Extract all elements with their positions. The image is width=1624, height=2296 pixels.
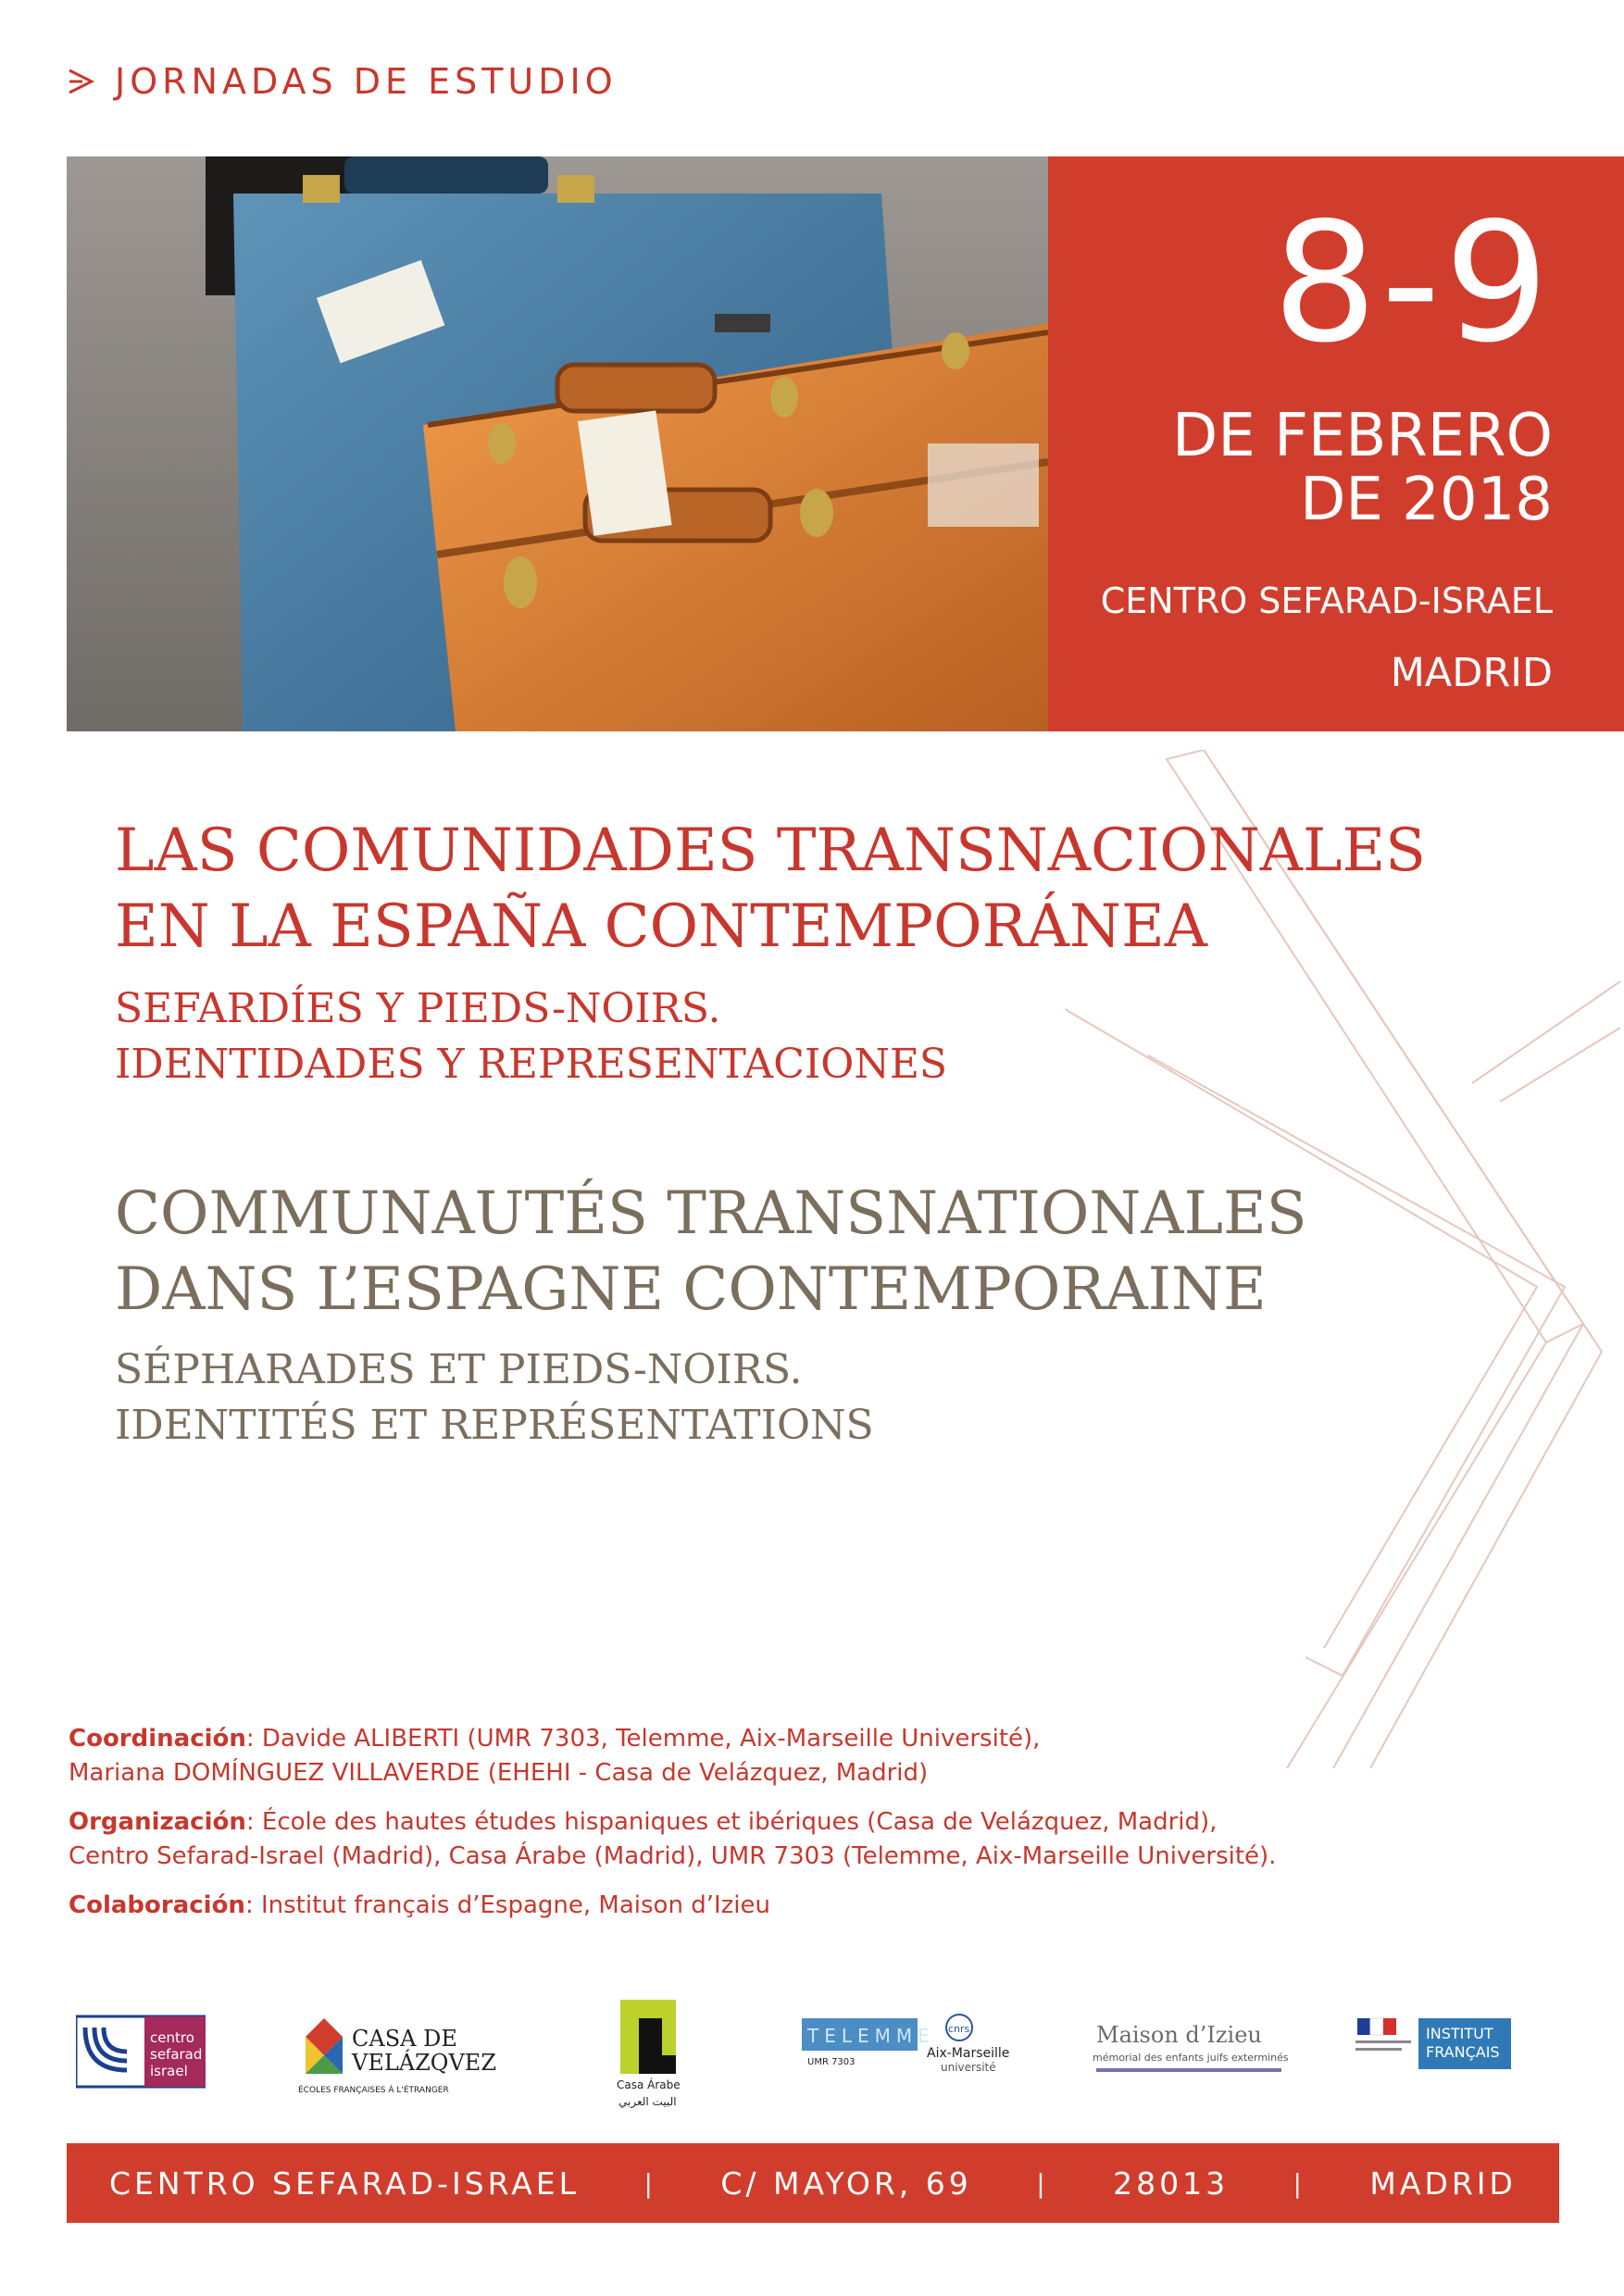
title-french-line: COMMUNAUTÉS TRANSNATIONALES xyxy=(115,1179,1307,1248)
logo-text: ÉCOLES FRANÇAISES À L'ÉTRANGER xyxy=(298,2086,449,2095)
event-venue: CENTRO SEFARAD-ISRAEL xyxy=(1100,580,1553,621)
credit-text: : Institut français d’Espagne, Maison d’Izieu xyxy=(244,1891,770,1919)
credit-label: Colaboración xyxy=(69,1891,245,1919)
credit-organization xyxy=(69,1805,1276,1874)
event-days: 8-9 xyxy=(1272,187,1553,379)
subtitle-french-line: SÉPHARADES ET PIEDS-NOIRS. xyxy=(115,1346,803,1393)
header-kicker xyxy=(67,61,618,102)
footer-bar xyxy=(67,2143,1559,2223)
event-month: DE FEBRERO xyxy=(1172,402,1553,470)
logo-text: sefarad xyxy=(150,2046,203,2063)
credit-collaboration xyxy=(69,1889,770,1923)
event-year: DE 2018 xyxy=(1300,466,1553,535)
title-spanish-line: EN LA ESPAÑA CONTEMPORÁNEA xyxy=(115,892,1207,961)
arrow-right-icon xyxy=(67,68,94,95)
telemme-logo xyxy=(802,2009,1010,2111)
event-month-year xyxy=(1172,402,1553,535)
logo-text: Aix-Marseille xyxy=(927,2046,1010,2061)
footer-address: C/ MAYOR, 69 xyxy=(720,2165,972,2202)
logo-text: CASA DE xyxy=(352,2026,457,2052)
credit-text: Mariana DOMÍNGUEZ VILLAVERDE (EHEHI - Casa de Velázquez, Madrid) xyxy=(69,1759,929,1787)
casa-de-velazquez-logo xyxy=(296,2009,518,2111)
event-city: MADRID xyxy=(1390,650,1553,696)
title-french-line: DANS L’ESPAGNE CONTEMPORAINE xyxy=(115,1255,1267,1324)
logo-text: université xyxy=(941,2061,996,2074)
logo-text: INSTITUT xyxy=(1426,2025,1493,2042)
subtitle-french-line: IDENTITÉS ET REPRÉSENTATIONS xyxy=(115,1402,874,1449)
credit-label: Coordinación xyxy=(69,1725,246,1753)
subtitle-spanish xyxy=(115,981,947,1092)
logo-text: UMR 7303 xyxy=(807,2057,856,2067)
title-spanish xyxy=(115,813,1426,965)
logo-text: Maison d’Izieu xyxy=(1096,2022,1262,2048)
footer-separator: | xyxy=(1293,2167,1305,2199)
credit-text: : École des hautes études hispaniques et ibériques (Casa de Velázquez, Madrid), xyxy=(245,1808,1218,1836)
logo-text: israel xyxy=(150,2063,188,2079)
footer-separator: | xyxy=(643,2167,656,2199)
logo-text: TELEMME xyxy=(807,2025,935,2047)
footer-venue: CENTRO SEFARAD-ISRAEL xyxy=(109,2165,581,2202)
credit-text: Centro Sefarad-Israel (Madrid), Casa Árabe (Madrid), UMR 7303 (Telemme, Aix-Marseille Université). xyxy=(69,1842,1277,1870)
maison-izieu-logo xyxy=(1089,2009,1293,2111)
institut-francais-logo xyxy=(1348,2009,1515,2111)
logo-text: centro xyxy=(150,2029,194,2046)
subtitle-french xyxy=(115,1342,874,1454)
date-panel xyxy=(1048,156,1624,731)
footer-city: MADRID xyxy=(1369,2165,1517,2202)
logo-text: Casa Árabe xyxy=(617,2078,681,2091)
logo-text: cnrs xyxy=(948,2023,970,2035)
footer-separator: | xyxy=(1036,2167,1049,2199)
subtitle-spanish-line: SEFARDÍES Y PIEDS-NOIRS. xyxy=(115,985,721,1032)
logo-text: FRANÇAIS xyxy=(1426,2043,1500,2061)
credit-coordination xyxy=(69,1722,1040,1791)
kicker-label: JORNADAS DE ESTUDIO xyxy=(115,61,618,102)
logo-text: البيت العربي xyxy=(618,2095,677,2108)
title-spanish-line: LAS COMUNIDADES TRANSNACIONALES xyxy=(115,817,1426,885)
logo-text: VELÁZQVEZ xyxy=(352,2050,496,2076)
casa-arabe-logo xyxy=(611,2009,685,2111)
footer-postcode: 28013 xyxy=(1113,2165,1230,2202)
suitcases-photo xyxy=(67,156,1048,731)
logo-text: mémorial des enfants juifs exterminés xyxy=(1093,2052,1289,2064)
credit-text: : Davide ALIBERTI (UMR 7303, Telemme, Aix-Marseille Université), xyxy=(245,1725,1041,1753)
title-french xyxy=(115,1176,1307,1328)
credit-label: Organización xyxy=(69,1808,246,1836)
subtitle-spanish-line: IDENTIDADES Y REPRESENTACIONES xyxy=(115,1041,948,1088)
centro-sefarad-israel-logo xyxy=(76,2009,206,2111)
